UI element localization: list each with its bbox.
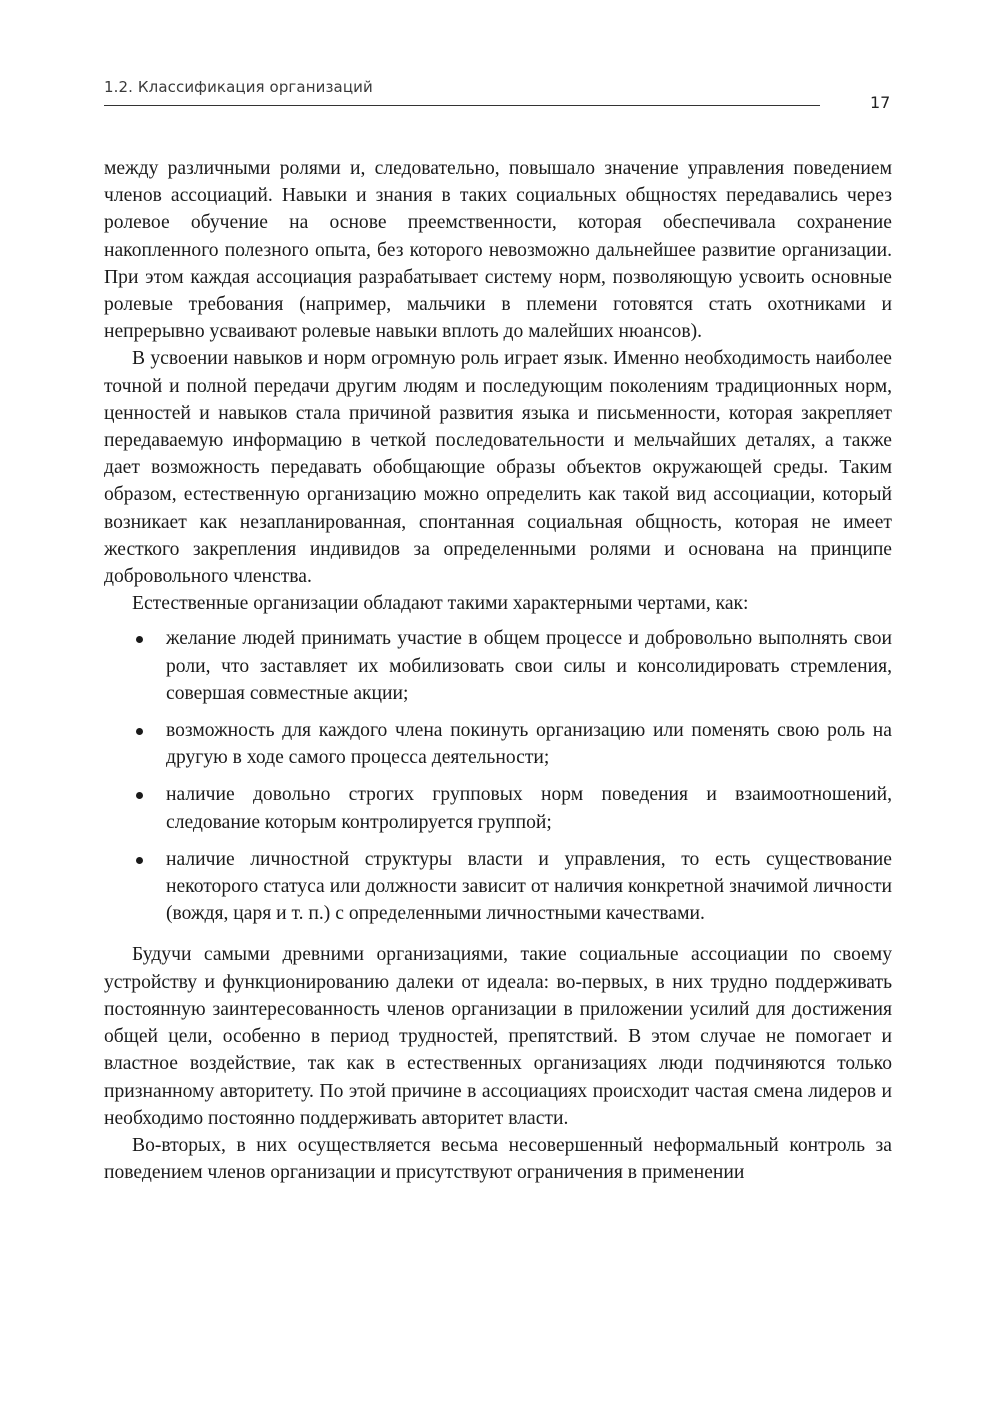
bullet-icon	[136, 792, 143, 799]
list-item-text: возможность для каждого члена покинуть организацию или поменять свою роль на другую в ходе самого процесса деятельности;	[166, 720, 892, 769]
paragraph-language: В усвоении навыков и норм огромную роль играет язык. Именно необходимость наиболее точной и полной передачи другим людям и последующим поколениям традиционных норм, ценностей и навыков стала причиной развития языка и письменности, которая закрепляет передаваемую информацию в четкой последовательности и мельчайших деталях, а также дает возможность передавать обобщающие образы объектов окружающей среды. Таким образом, естественную организацию можно определить как такой вид ассоциации, который возникает как незапланированная, спонтанная социальная общность, которая не имеет жесткого закрепления индивидов за определенными ролями и основана на принципе добровольного членства.	[104, 348, 892, 588]
paragraph-second-drawback: Во-вторых, в них осуществляется весьма несовершенный неформальный контроль за поведением членов организации и присутствуют ограничения в применении	[104, 1134, 892, 1184]
paragraph-continuation: между различными ролями и, следовательно, повышало значение управления поведением членов ассоциаций. Навыки и знания в таких социальных общностях передавались через ролевое обучение на основе преемственности, которая обеспечивала сохранение накопленного полезного опыта, без которого невозможно дальнейшее развитие организации. При этом каждая ассоциация разрабатывает систему норм, позволяющую усвоить основные ролевые требования (например, мальчики в племени готовятся стать охотниками и непрерывно усваивают ролевые навыки вплоть до малейших нюансов).	[104, 158, 892, 343]
list-item	[104, 625, 892, 707]
paragraph-drawbacks: Будучи самыми древними организациями, такие социальные ассоциации по своему устройству и функционированию далеки от идеала: во-первых, в них трудно поддерживать постоянную заинтересованность членов организации в приложении усилий для достижения общей цели, особенно в период трудностей, препятствий. В этом случае не помогает и властное воздействие, так как в естественных организациях люди подчиняются только признанному авторитету. По этой причине в ассоциациях происходит частая смена лидеров и необходимо постоянно поддерживать авторитет власти.	[104, 944, 892, 1129]
bullet-icon	[136, 857, 143, 864]
page-body	[104, 155, 892, 1186]
bullet-icon	[136, 636, 143, 643]
paragraph-features-intro: Естественные организации обладают такими характерными чертами, как:	[132, 593, 749, 615]
features-list	[104, 625, 892, 927]
list-item-text: наличие довольно строгих групповых норм поведения и взаимоотношений, следование которым контролируется группой;	[166, 784, 892, 833]
list-item-text: желание людей принимать участие в общем процессе и добровольно выполнять свои роли, что заставляет их мобилизовать свои силы и консолидировать стремления, совершая совместные акции;	[166, 628, 892, 704]
list-item	[104, 846, 892, 928]
header-rule	[104, 105, 820, 106]
list-item	[104, 781, 892, 835]
page-number: 17	[870, 93, 891, 112]
bullet-icon	[136, 728, 143, 735]
running-head-title: 1.2. Классификация организаций	[104, 78, 373, 96]
list-item	[104, 717, 892, 771]
list-item-text: наличие личностной структуры власти и управления, то есть существование некоторого статуса или должности зависит от наличия конкретной значимой личности (вождя, царя и т. п.) с определенными личностными качествами.	[166, 848, 892, 925]
